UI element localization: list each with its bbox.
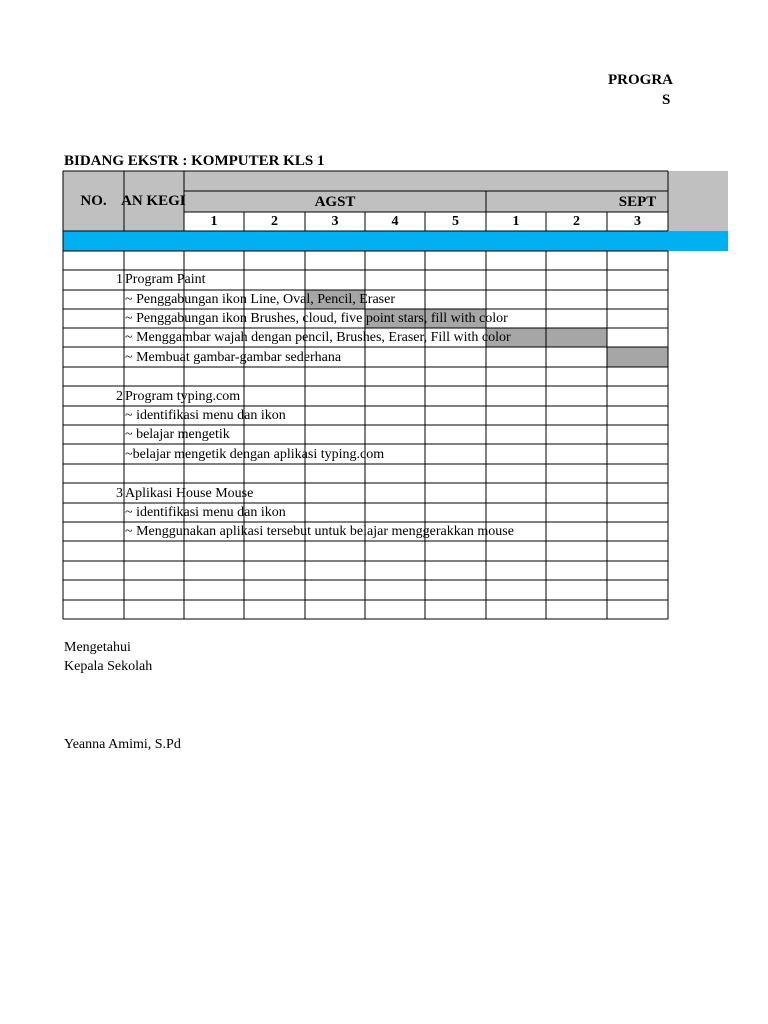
row-no-2: 2 <box>116 389 123 404</box>
week-sept-3: 3 <box>634 214 641 229</box>
row-no-1: 1 <box>116 272 123 287</box>
week-agst-2: 2 <box>271 214 278 229</box>
activity-text: ~ identifikasi menu dan ikon <box>125 505 286 520</box>
activity-text: Program typing.com <box>125 389 241 404</box>
activity-text: ~belajar mengetik dengan aplikasi typing.com <box>125 447 385 462</box>
week-agst-3: 3 <box>331 214 339 229</box>
activity-text: ~ Menggunakan aplikasi tersebut untuk belajar menggerakkan mouse <box>125 524 514 539</box>
week-agst-4: 4 <box>391 214 399 229</box>
header-kegiatan-clip <box>121 192 186 212</box>
activity-text: Aplikasi House Mouse <box>125 486 254 501</box>
schedule-bar-row-6 <box>607 347 668 367</box>
activity-text: ~ belajar mengetik <box>125 427 230 442</box>
activity-text: ~ identifikasi menu dan ikon <box>125 408 286 423</box>
week-sept-1: 1 <box>512 214 520 229</box>
title-line-1: PROGRA <box>608 72 673 88</box>
footer-kepala-sekolah: Kepala Sekolah <box>64 659 153 674</box>
activity-text: ~ Penggabungan ikon Brushes, cloud, five point stars, fill with color <box>125 311 508 326</box>
header-month-sept: SEPT <box>618 194 657 210</box>
activity-text: ~ Penggabungan ikon Line, Oval, Pencil, Eraser <box>125 292 396 307</box>
subtitle-bidang: BIDANG EKSTR : KOMPUTER KLS 1 <box>64 153 325 169</box>
week-agst-1: 1 <box>210 214 218 229</box>
header-no: NO. <box>80 193 107 209</box>
header-kegiatan: AN KEGI <box>121 193 186 209</box>
header-month-agst: AGST <box>314 194 356 210</box>
week-agst-5: 5 <box>452 214 459 229</box>
row-no-3: 3 <box>116 486 123 501</box>
blue-band <box>63 231 728 251</box>
activity-text: ~ Membuat gambar-gambar sederhana <box>125 350 342 365</box>
activity-text: ~ Menggambar wajah dengan pencil, Brushes, Eraser, Fill with color <box>125 330 511 345</box>
document-title <box>0 70 673 110</box>
week-sept-2: 2 <box>573 214 580 229</box>
footer-mengetahui: Mengetahui <box>64 640 131 655</box>
footer-signatory-name: Yeanna Amimi, S.Pd <box>64 737 181 752</box>
title-line-2: S <box>662 92 671 108</box>
activity-text: Program Paint <box>125 272 206 287</box>
